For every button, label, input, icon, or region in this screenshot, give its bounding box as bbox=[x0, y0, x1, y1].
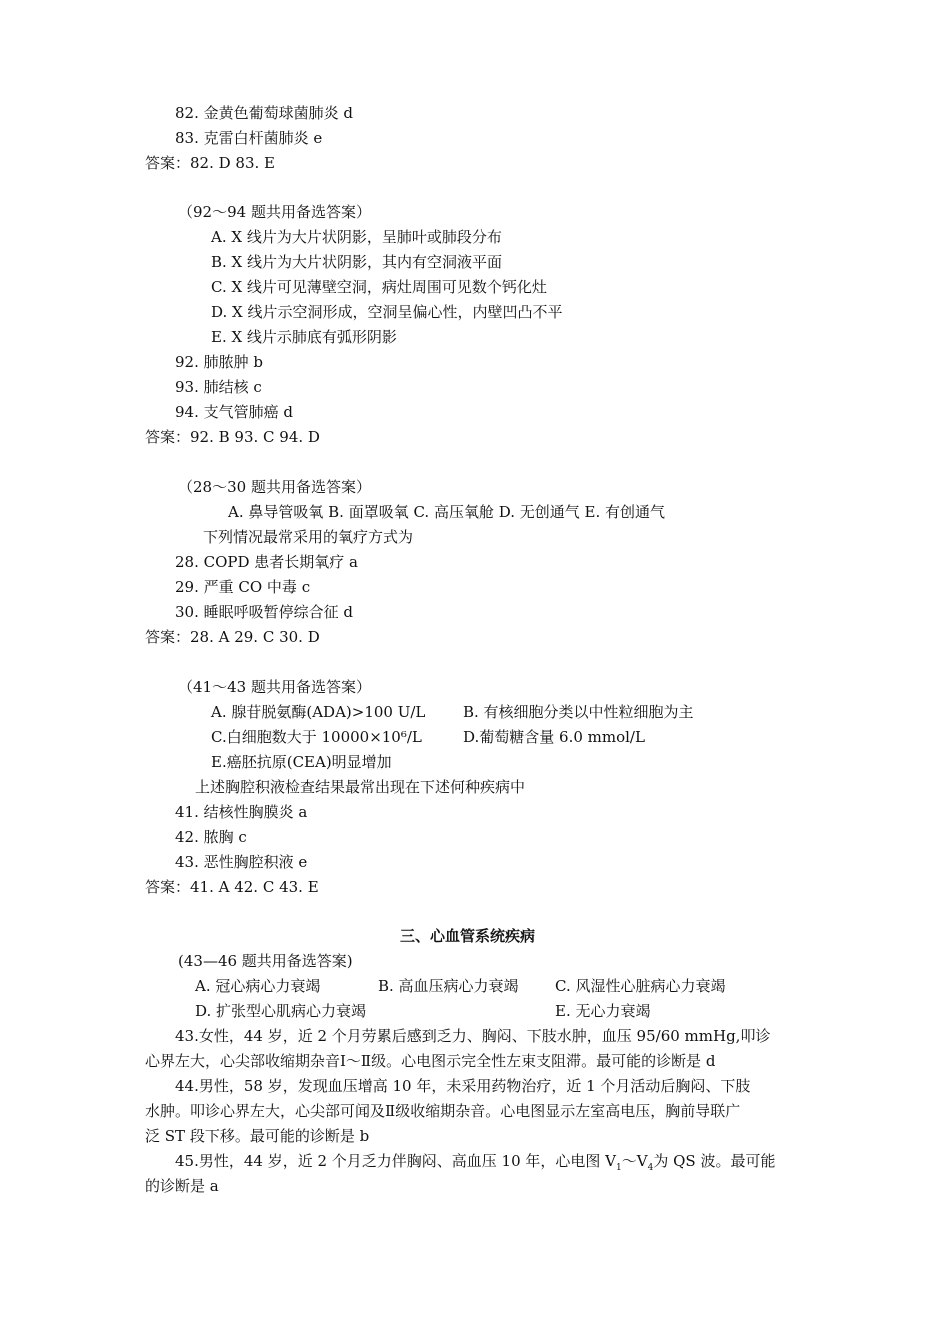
question-45-text-end: 为 QS 波。最可能 bbox=[653, 1152, 776, 1170]
question-43: 43. 恶性胸腔积液 e bbox=[175, 853, 308, 871]
option-e: E. X 线片示肺底有弧形阴影 bbox=[211, 328, 397, 346]
option-c: C. X 线片可见薄壁空洞，病灶周围可见数个钙化灶 bbox=[211, 278, 547, 296]
question-41: 41. 结核性胸膜炎 a bbox=[175, 803, 308, 821]
question-82: 82. 金黄色葡萄球菌肺炎 d bbox=[175, 104, 353, 122]
question-stem-41-43: 上述胸腔积液检查结果最常出现在下述何种疾病中 bbox=[195, 778, 526, 796]
option-d: D. 扩张型心肌病心力衰竭 bbox=[195, 1002, 367, 1020]
group-header-41-43: （41～43 题共用备选答案） bbox=[178, 678, 371, 696]
question-42: 42. 脓胸 c bbox=[175, 828, 247, 846]
question-stem-28-30: 下列情况最常采用的氧疗方式为 bbox=[203, 528, 414, 546]
question-44-line-1: 44.男性，58 岁，发现血压增高 10 年，未采用药物治疗，近 1 个月活动后胸闷、下肢 bbox=[175, 1077, 751, 1095]
group-header-43-46: (43—46 题共用备选答案) bbox=[178, 952, 353, 970]
option-b: B. X 线片为大片状阴影，其内有空洞液平面 bbox=[211, 253, 503, 271]
answer-92-94: 答案：92. B 93. C 94. D bbox=[145, 428, 320, 446]
option-c: C. 风湿性心脏病心力衰竭 bbox=[555, 977, 726, 995]
question-45-text-mid: ～V bbox=[621, 1152, 648, 1170]
question-43-line-1: 43.女性，44 岁，近 2 个月劳累后感到乏力、胸闷、下肢水肿，血压 95/60 mmHg,叩诊 bbox=[175, 1027, 771, 1045]
question-92: 92. 肺脓肿 b bbox=[175, 353, 263, 371]
subscript-4: 4 bbox=[647, 1163, 654, 1173]
option-c: C.白细胞数大于 10000×10⁶/L bbox=[211, 728, 422, 746]
option-e: E. 无心力衰竭 bbox=[555, 1002, 651, 1020]
group-header-28-30: （28～30 题共用备选答案） bbox=[178, 478, 371, 496]
option-b: B. 高血压病心力衰竭 bbox=[378, 977, 519, 995]
answer-82-83: 答案：82. D 83. E bbox=[145, 154, 275, 172]
question-45-text-start: 45.男性，44 岁，近 2 个月乏力伴胸闷、高血压 10 年，心电图 V bbox=[175, 1152, 617, 1170]
question-43-line-2: 心界左大，心尖部收缩期杂音Ⅰ～Ⅱ级。心电图示完全性左束支阻滞。最可能的诊断是 d bbox=[145, 1052, 716, 1070]
option-d: D.葡萄糖含量 6.0 mmol/L bbox=[463, 728, 645, 746]
question-45-line-2: 的诊断是 a bbox=[145, 1177, 219, 1195]
group-header-92-94: （92～94 题共用备选答案） bbox=[178, 203, 371, 221]
question-28: 28. COPD 患者长期氧疗 a bbox=[175, 553, 358, 571]
question-30: 30. 睡眠呼吸暂停综合征 d bbox=[175, 603, 353, 621]
question-94: 94. 支气管肺癌 d bbox=[175, 403, 293, 421]
question-83: 83. 克雷白杆菌肺炎 e bbox=[175, 129, 323, 147]
question-93: 93. 肺结核 c bbox=[175, 378, 262, 396]
option-a: A. X 线片为大片状阴影，呈肺叶或肺段分布 bbox=[211, 228, 502, 246]
options-28-30: A. 鼻导管吸氧 B. 面罩吸氧 C. 高压氧舱 D. 无创通气 E. 有创通气 bbox=[228, 503, 665, 521]
question-44-line-3: 泛 ST 段下移。最可能的诊断是 b bbox=[145, 1127, 370, 1145]
option-e: E.癌胚抗原(CEA)明显增加 bbox=[211, 753, 392, 771]
option-a: A. 腺苷脱氨酶(ADA)>100 U/L bbox=[211, 703, 426, 721]
option-b: B. 有核细胞分类以中性粒细胞为主 bbox=[463, 703, 694, 721]
question-44-line-2: 水肿。叩诊心界左大，心尖部可闻及Ⅱ级收缩期杂音。心电图显示左室高电压，胸前导联广 bbox=[145, 1102, 741, 1120]
question-45-line-1 bbox=[175, 1151, 775, 1171]
answer-28-30: 答案：28. A 29. C 30. D bbox=[145, 628, 320, 646]
answer-41-43: 答案：41. A 42. C 43. E bbox=[145, 878, 319, 896]
option-a: A. 冠心病心力衰竭 bbox=[195, 977, 321, 995]
subscript-1: 1 bbox=[616, 1163, 622, 1173]
section-title: 三、心血管系统疾病 bbox=[400, 927, 536, 945]
question-29: 29. 严重 CO 中毒 c bbox=[175, 578, 311, 596]
option-d: D. X 线片示空洞形成，空洞呈偏心性，内壁凹凸不平 bbox=[211, 303, 563, 321]
